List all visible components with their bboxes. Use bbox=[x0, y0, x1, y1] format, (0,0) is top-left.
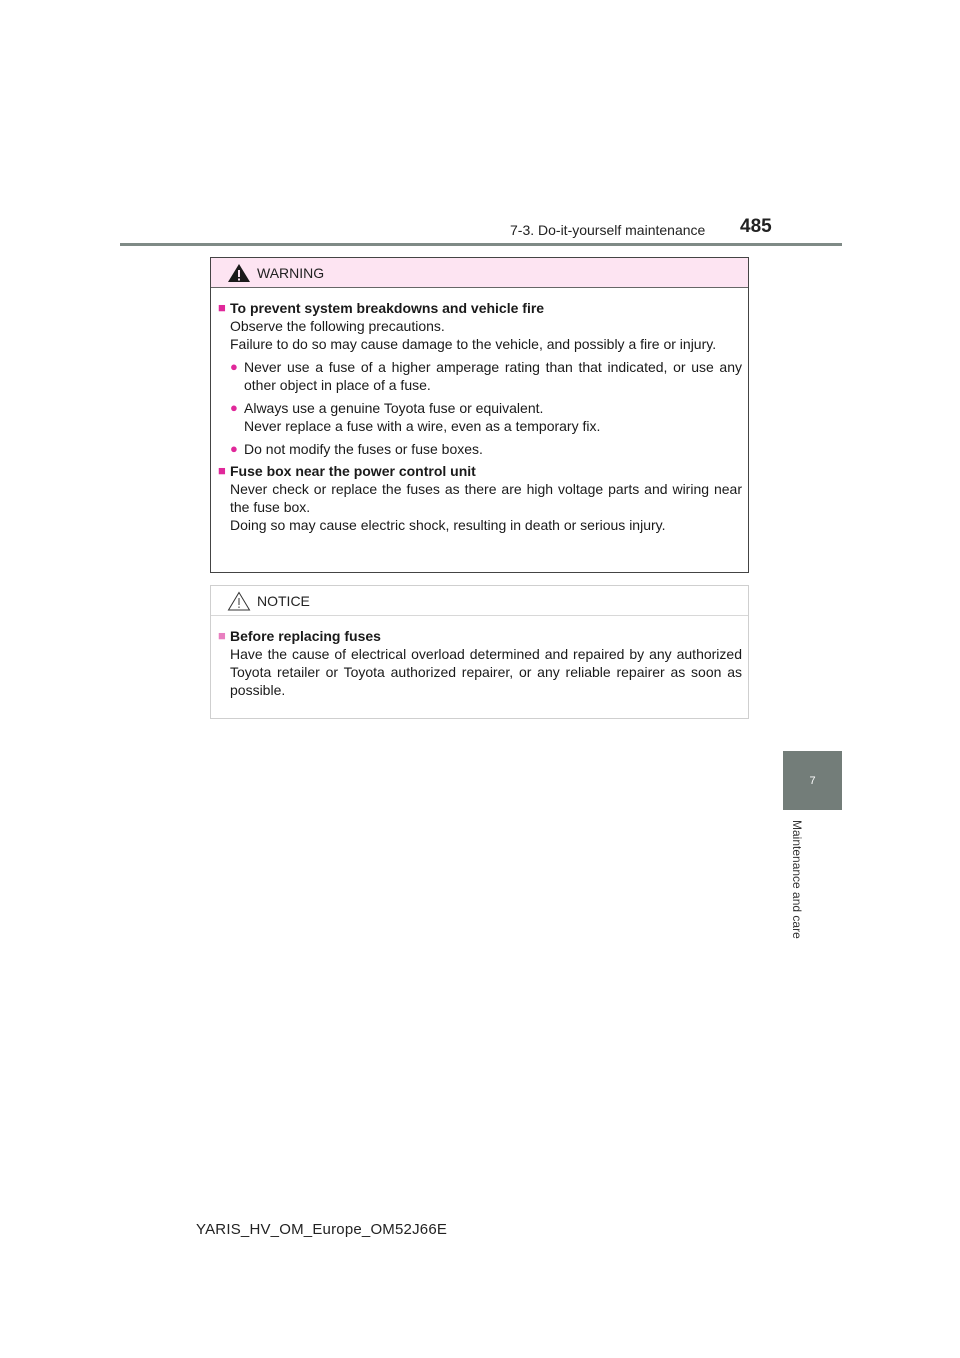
warning-title: WARNING bbox=[257, 264, 325, 281]
notice-box bbox=[210, 585, 749, 719]
warning-text: Doing so may cause electric shock, resulting in death or serious injury. bbox=[230, 517, 666, 533]
list-item: ● Do not modify the fuses or fuse boxes. bbox=[230, 441, 483, 457]
caution-triangle-outline-icon bbox=[227, 591, 251, 611]
notice-text: Have the cause of electrical overload determined and repaired by any authorized Toyota retailer or Toyota authorized repairer, or any reliable repairer as soon as possible. bbox=[230, 646, 742, 698]
chapter-number: 7 bbox=[809, 774, 816, 787]
round-bullet-icon: ● bbox=[230, 441, 238, 456]
warning-text: Failure to do so may cause damage to the vehicle, and possibly a fire or injury. bbox=[230, 336, 717, 352]
round-bullet-icon: ● bbox=[230, 359, 238, 374]
list-item: ● Never use a fuse of a higher amperage rating than that indicated, or use any other object in place of a fuse. bbox=[230, 359, 742, 393]
notice-heading: ■ Before replacing fuses bbox=[218, 628, 381, 644]
document-id: YARIS_HV_OM_Europe_OM52J66E bbox=[196, 1221, 448, 1238]
chapter-label: Maintenance and care bbox=[790, 820, 804, 939]
warning-text: Never check or replace the fuses as there are high voltage parts and wiring near the fuse box. bbox=[230, 481, 742, 515]
warning-header bbox=[211, 258, 748, 288]
warning-heading: ■ Fuse box near the power control unit bbox=[218, 463, 476, 479]
page-number: 485 bbox=[740, 216, 772, 237]
warning-body bbox=[211, 288, 748, 534]
warning-box bbox=[210, 257, 749, 573]
square-bullet-icon: ■ bbox=[218, 628, 226, 643]
square-bullet-icon: ■ bbox=[218, 463, 226, 478]
notice-header bbox=[211, 586, 748, 616]
warning-triangle-icon bbox=[227, 263, 251, 283]
section-title: 7-3. Do-it-yourself maintenance bbox=[510, 222, 706, 238]
warning-heading: ■ To prevent system breakdowns and vehicle fire bbox=[218, 300, 545, 316]
chapter-tab bbox=[783, 751, 842, 810]
warning-text: Observe the following precautions. bbox=[230, 318, 445, 334]
header-rule bbox=[120, 243, 842, 246]
list-item: ● Always use a genuine Toyota fuse or equivalent. Never replace a fuse with a wire, even as a temporary fix. bbox=[230, 400, 601, 434]
round-bullet-icon: ● bbox=[230, 400, 238, 415]
notice-title: NOTICE bbox=[257, 592, 310, 609]
notice-body bbox=[211, 616, 748, 699]
square-bullet-icon: ■ bbox=[218, 300, 226, 315]
